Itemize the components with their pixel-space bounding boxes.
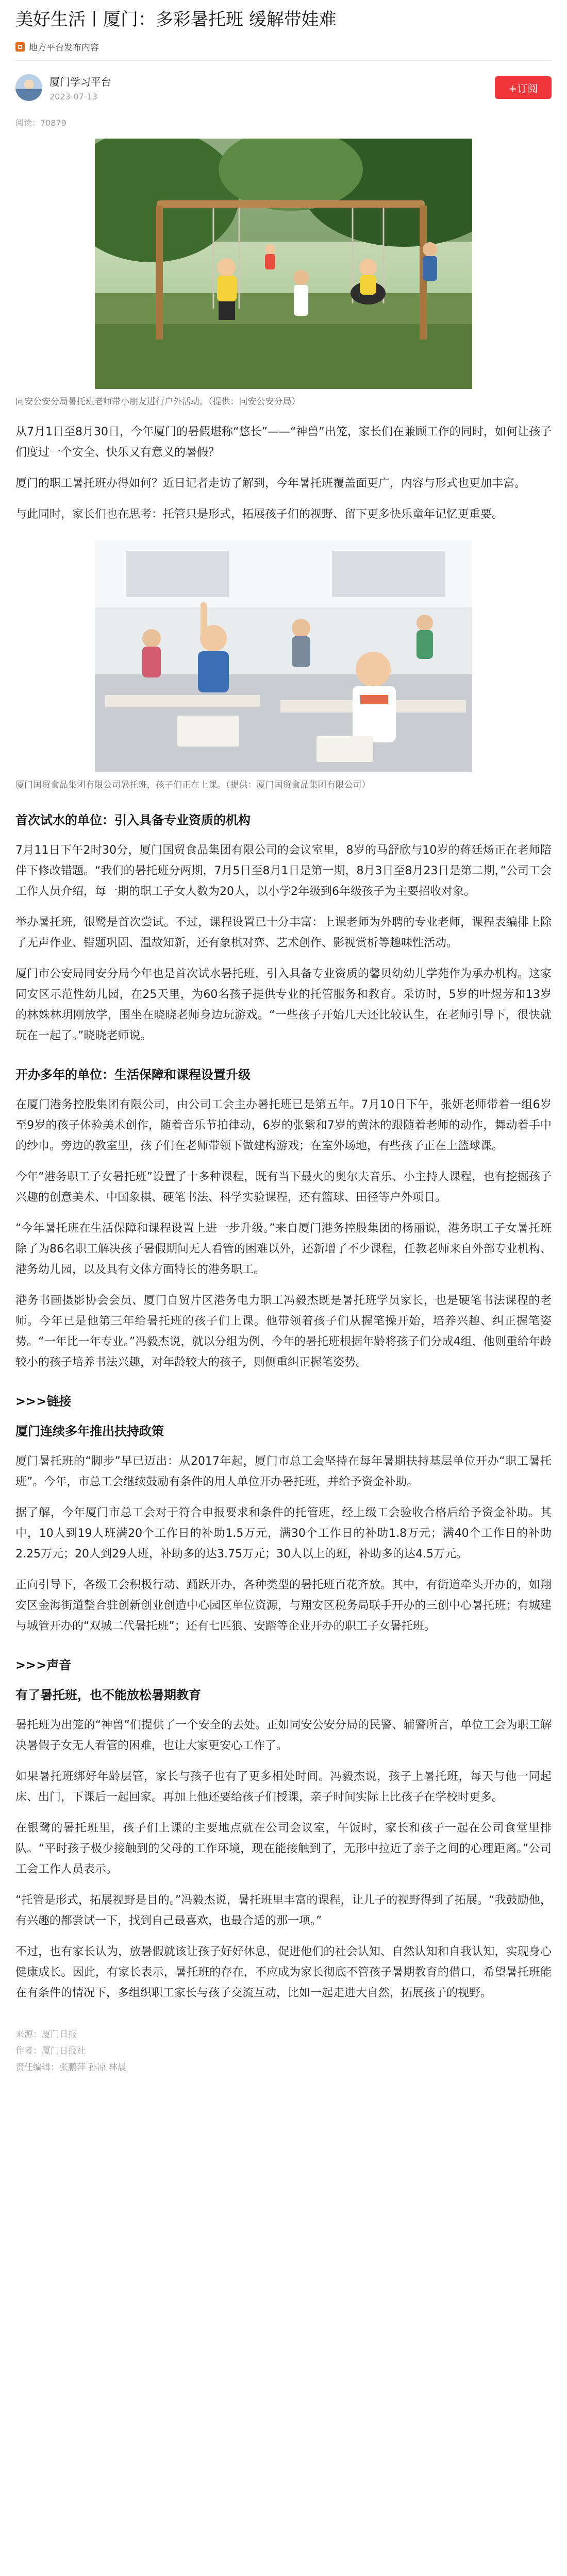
read-count: 阅读：70879: [15, 118, 66, 128]
paragraph: 今年“港务职工子女暑托班”设置了十多种课程，既有当下最火的奥尔夫音乐、小主持人课程，也有挖掘孩子兴趣的创意美术、中国象棋、硬笔书法、科学实验课程，还有篮球、田径等户外项目。: [15, 1171, 552, 1204]
section-heading: 有了暑托班，也不能放松暑期教育: [15, 1688, 201, 1702]
section-heading: 开办多年的单位：生活保障和课程设置升级: [15, 1067, 251, 1082]
avatar[interactable]: [15, 74, 42, 101]
article-footer: [15, 2026, 552, 2076]
section-heading: >>>链接: [15, 1394, 72, 1409]
account-info: [49, 74, 495, 101]
paragraph: 与此同时，家长们也在思考：托管只是形式，拓展孩子们的视野、留下更多快乐童年记忆更重要。: [15, 508, 504, 521]
section-heading: >>>声音: [15, 1658, 72, 1672]
paragraph: 举办暑托班，银鹭是首次尝试。不过，课程设置已十分丰富：上课老师为外聘的专业老师，课程表编排上除了无声作业、错题巩固、温故知新，还有象棋对弈、艺术创作、影视赏析等趣味性活动。: [15, 916, 552, 950]
source-tag: [15, 40, 552, 53]
photo-caption: 厦门国贸食品集团有限公司暑托班，孩子们正在上课。（提供：厦门国贸食品集团有限公司）: [15, 780, 371, 790]
paragraph: 厦门暑托班的“脚步”早已迈出：从2017年起，厦门市总工会坚持在每年暑期扶持基层单位开办“职工暑托班”。今年，市总工会继续鼓励有条件的用人单位开办暑托班，并给予资金补助。: [15, 1455, 552, 1488]
source-tag-label: 地方平台发布内容: [29, 43, 99, 53]
divider: [15, 60, 552, 61]
paragraph: 如果暑托班绑好年龄层管，家长与孩子也有了更多相处时间。冯毅杰说，孩子上暑托班，每天与他一同起床、出门，下课后一起回家。再加上他还要给孩子们授课，亲子时间实际上比孩子在学校时更多。: [15, 1770, 552, 1804]
paragraph: 港务书画摄影协会会员、厦门自贸片区港务电力职工冯毅杰既是暑托班学员家长，也是硬笔书法课程的老师。今年已是他第三年给暑托班的孩子们上课。他带领着孩子们从握笔操开始，培养兴趣、纠正握笔姿势。“一年比一年专业。”冯毅杰说，就以分组为例，今年的暑托班根据年龄将孩子们分成4组，他则重给年龄较小的孩子培养书法兴趣，对年龄较大的孩子，则侧重纠正握笔姿势。: [15, 1294, 552, 1369]
paragraph: 厦门的职工暑托班办得如何？近日记者走访了解到，今年暑托班覆盖面更广，内容与形式也更加丰富。: [15, 477, 526, 490]
account-name[interactable]: 厦门学习平台: [49, 76, 111, 88]
paragraph: 在银鹭的暑托班里，孩子们上课的主要地点就在公司会议室，午饭时，家长和孩子一起在公司食堂里排队。“平时孩子极少接触到的父母的工作环境，现在能接触到了，无形中拉近了亲子之间的心理距离。”公司工会工作人员表示。: [15, 1822, 552, 1876]
paragraph: 不过，也有家长认为，放暑假就该让孩子好好休息，促进他们的社会认知、自然认知和自我认知，实现身心健康成长。因此，有家长表示，暑托班的存在，不应成为家长彻底不管孩子暑期教育的借口，希望暑托班能在有条件的情况下，多组织职工家长与孩子交流互动，比如一起走进大自然，拓展孩子的视野。: [15, 1945, 552, 1999]
author-line: 作者：厦门日报社: [15, 2046, 86, 2056]
section-heading: 首次试水的单位：引入具备专业资质的机构: [15, 813, 251, 827]
paragraph: 7月11日下午2时30分，厦门国贸食品集团有限公司的会议室里，8岁的马舒欣与10岁的蒋廷炀正在老师陪伴下修改错题。“我们的暑托班分两期，7月5日至8月1日是第一期，8月3日至8月23日是第二期，”公司工会工作人员介绍，每一期的职工子女人数为20人，以小学2年级到6年级孩子为主要招收对象。: [15, 844, 552, 898]
paragraph: 正向引导下，各级工会积极行动、踊跃开办，各种类型的暑托班百花齐放。其中，有街道牵头开办的，如翔安区金海街道整合驻创新创业创造中心园区单位资源，与翔安区税务局联手开办的三创中心暑托班；有城建与城管开办的“双城二代暑托班”；还有七匹狼、安踏等企业开办的职工子女暑托班。: [15, 1579, 552, 1633]
account-bar: [15, 72, 552, 103]
subscribe-button[interactable]: +订阅: [495, 76, 552, 99]
platform-icon: [15, 42, 25, 52]
publish-date: 2023-07-13: [49, 92, 97, 101]
paragraph: “托管是形式，拓展视野是目的。”冯毅杰说，暑托班里丰富的课程，让儿子的视野得到了拓展。“我鼓励他，有兴趣的都尝试一下，找到自己最喜欢，也最合适的那一项。”: [15, 1894, 552, 1927]
source-line: 来源：厦门日报: [15, 2029, 77, 2040]
editor-line: 责任编辑：张鹏萍 孙凉 林晨: [15, 2062, 126, 2073]
paragraph: 厦门市公安局同安分局今年也是首次试水暑托班，引入具备专业资质的馨贝幼幼儿学苑作为承办机构。这家同安区示范性幼儿园，在25天里，为60名孩子提供专业的托管服务和教育。采访时，5岁的叶煜芳和13岁的林姝林玥刚放学，围坐在晓晓老师身边玩游戏。“一些孩子开始几天还比较认生，在老师引导下，很快就玩在一起了。”晓晓老师说。: [15, 968, 552, 1042]
paragraph: “今年暑托班在生活保障和课程设置上进一步升级。”来自厦门港务控股集团的杨丽说，港务职工子女暑托班除了为86名职工解决孩子暑假期间无人看管的困难以外，还新增了不少课程，任教老师来自外部专业机构、港务幼儿园，以及具有文体方面特长的港务职工。: [15, 1222, 552, 1276]
article-title: 美好生活丨厦门：多彩暑托班 缓解带娃难: [15, 9, 337, 30]
paragraph: 据了解，今年厦门市总工会对于符合申报要求和条件的托管班，经上级工会验收合格后给予资金补助。其中，10人到19人班满20个工作日的补助1.5万元，满30个工作日的补助1.8万元；满40个工作日的补助2.25万元；20人到29人班，补助多的达3.75万元；30人以上的班，补助多的达4.5万元。: [15, 1506, 552, 1561]
paragraph: 在厦门港务控股集团有限公司，由公司工会主办暑托班已是第五年。7月10日下午，张妍老师带着一组6岁至9岁的孩子体验美术创作，随着音乐节拍律动，6岁的张紫和7岁的黄沐的跟随着老师的动作，舞动着手中的纱巾。旁边的教室里，孩子们在老师带领下做建构游戏；在室外场地，有些孩子正在上篮球课。: [15, 1098, 552, 1153]
section-heading: 厦门连续多年推出扶持政策: [15, 1424, 164, 1438]
article-photo-classroom[interactable]: [95, 540, 472, 772]
paragraph: 从7月1日至8月30日，今年厦门的暑假堪称“悠长”——“神兽”出笼，家长们在兼顾工作的同时，如何让孩子们度过一个安全、快乐又有意义的暑假？: [15, 426, 552, 459]
article-photo-swings[interactable]: [95, 139, 472, 389]
paragraph: 暑托班为出笼的“神兽”们提供了一个安全的去处。正如同安公安分局的民警、辅警所言，单位工会为职工解决暑假子女无人看管的困难，也让大家更安心工作了。: [15, 1719, 552, 1752]
photo-caption: 同安公安分局暑托班老师带小朋友进行户外活动。（提供：同安公安分局）: [15, 397, 301, 407]
